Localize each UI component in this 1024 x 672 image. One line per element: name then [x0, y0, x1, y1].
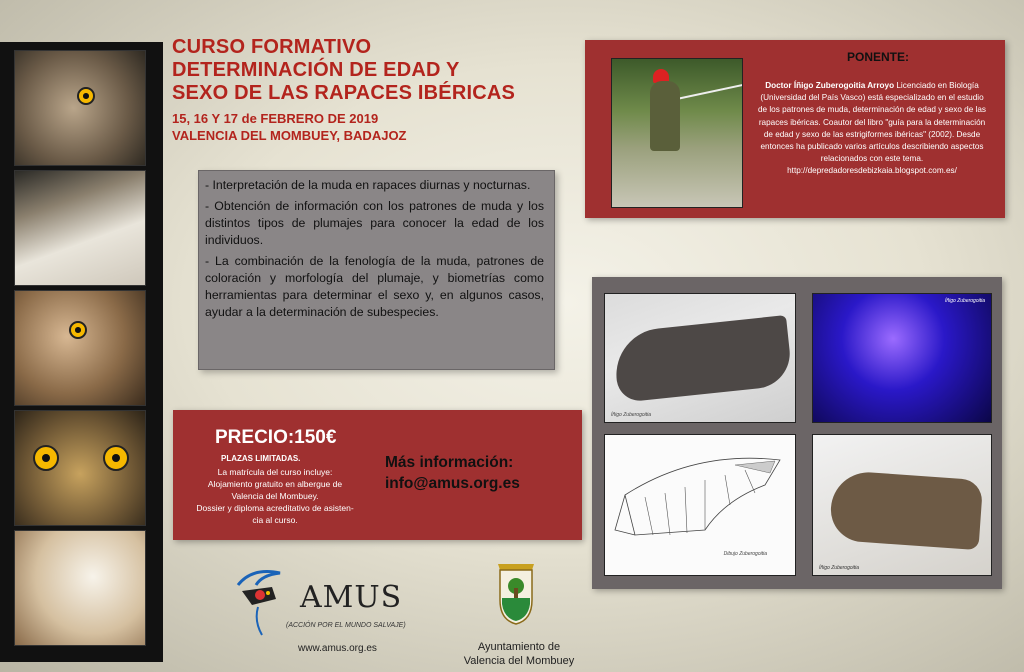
plumage-gallery [592, 277, 1002, 589]
course-place: VALENCIA DEL MOMBUEY, BADAJOZ [172, 128, 407, 143]
amus-bird-logo [232, 565, 292, 641]
barn-owl-photo [14, 530, 146, 646]
eye-icon [103, 445, 129, 471]
wing-diagram-drawing [605, 435, 796, 576]
photo-credit: Íñigo Zuberogoitia [819, 565, 860, 571]
content-item: - Obtención de información con los patrones de muda y los distintos tipos de plumajes para conocer la edad de los individuos. [205, 199, 544, 247]
bio-text: Licenciado en Biología (Universidad del País Vasco) está especializado en el estudio de los patrones de muda, determinación de edad y sexo de las rapaces ibéricas. Coautor del libro "guía para la determinación de edad y sexo de las estrigiformes ibéricas" (2002). Desde entonces ha publicado varios artículos describiendo aspectos relacionados con este tema. [757, 81, 987, 164]
wing [612, 315, 793, 403]
ponente-label: PONENTE: [847, 50, 910, 64]
bio-url[interactable]: http://depredadoresdebizkaia.blogspot.com.es/ [787, 166, 957, 176]
course-title [172, 36, 515, 105]
course-dates-place [172, 110, 407, 144]
amus-name: AMUS [300, 580, 403, 615]
includes-line: La matrícula del curso incluye: [217, 467, 333, 477]
course-content [198, 170, 555, 370]
speaker-name: Doctor Íñigo Zuberogoitia Arroyo [765, 81, 895, 90]
wing-diagram [604, 434, 796, 576]
speaker-panel [585, 40, 1005, 218]
eye-icon [77, 87, 95, 105]
title-line-3: SEXO DE LAS RAPACES IBÉRICAS [172, 82, 516, 104]
amus-url[interactable]: www.amus.org.es [298, 643, 377, 654]
owl-eyes-photo [14, 410, 146, 526]
includes-line: Valencia del Mombuey. [231, 491, 319, 501]
harrier-photo [14, 170, 146, 286]
rope [672, 82, 743, 101]
ayuntamiento-line: Ayuntamiento de [477, 641, 561, 653]
coat-of-arms-icon [488, 558, 544, 628]
buzzard-photo [14, 50, 146, 166]
title-line-2: DETERMINACIÓN DE EDAD Y [172, 59, 460, 81]
includes-line: Dossier y diploma acreditativo de asisten- [196, 503, 354, 513]
photo-credit: Íñigo Zuberogoitia [944, 298, 985, 304]
wing-photo [604, 293, 796, 423]
ayuntamiento-label [448, 640, 590, 668]
speaker-bio [755, 80, 989, 178]
more-info-email[interactable]: info@amus.org.es [385, 475, 520, 492]
includes-line: cia al curso. [252, 515, 298, 525]
eagle-photo [14, 290, 146, 406]
photo-credit: Íñigo Zuberogoitia [611, 412, 652, 418]
content-item: - Interpretación de la muda en rapaces diurnas y nocturnas. [205, 178, 531, 192]
climber [650, 81, 680, 151]
ayuntamiento-line: Valencia del Mombuey [463, 655, 575, 667]
limited-places: PLAZAS LIMITADAS. [221, 454, 301, 463]
price-panel [173, 410, 582, 540]
more-info-label: Más información: [385, 454, 514, 471]
course-dates: 15, 16 Y 17 de FEBRERO DE 2019 [172, 111, 379, 126]
speaker-photo [611, 58, 743, 208]
includes-line: Alojamiento gratuito en albergue de [207, 479, 343, 489]
price: PRECIO:150€ [215, 427, 337, 448]
raptor-photo-strip [0, 42, 163, 662]
content-item: - La combinación de la fenología de la muda, patrones de coloración y morfología del plumaje, y biometrías como herramientas para determinar el sexo y, en algunos casos, ayudar a la determinación de subespecies. [205, 254, 544, 319]
eye-icon [33, 445, 59, 471]
eye-icon [69, 321, 87, 339]
owl-wing-photo [812, 434, 992, 576]
uv-wing-photo [812, 293, 992, 423]
photo-credit: Dibujo Zuberogoitia [723, 551, 767, 557]
amus-tagline: (ACCIÓN POR EL MUNDO SALVAJE) [286, 622, 406, 629]
more-info [385, 452, 520, 494]
wing [829, 470, 984, 550]
title-line-1: CURSO FORMATIVO [172, 36, 372, 58]
includes-text [185, 466, 365, 526]
